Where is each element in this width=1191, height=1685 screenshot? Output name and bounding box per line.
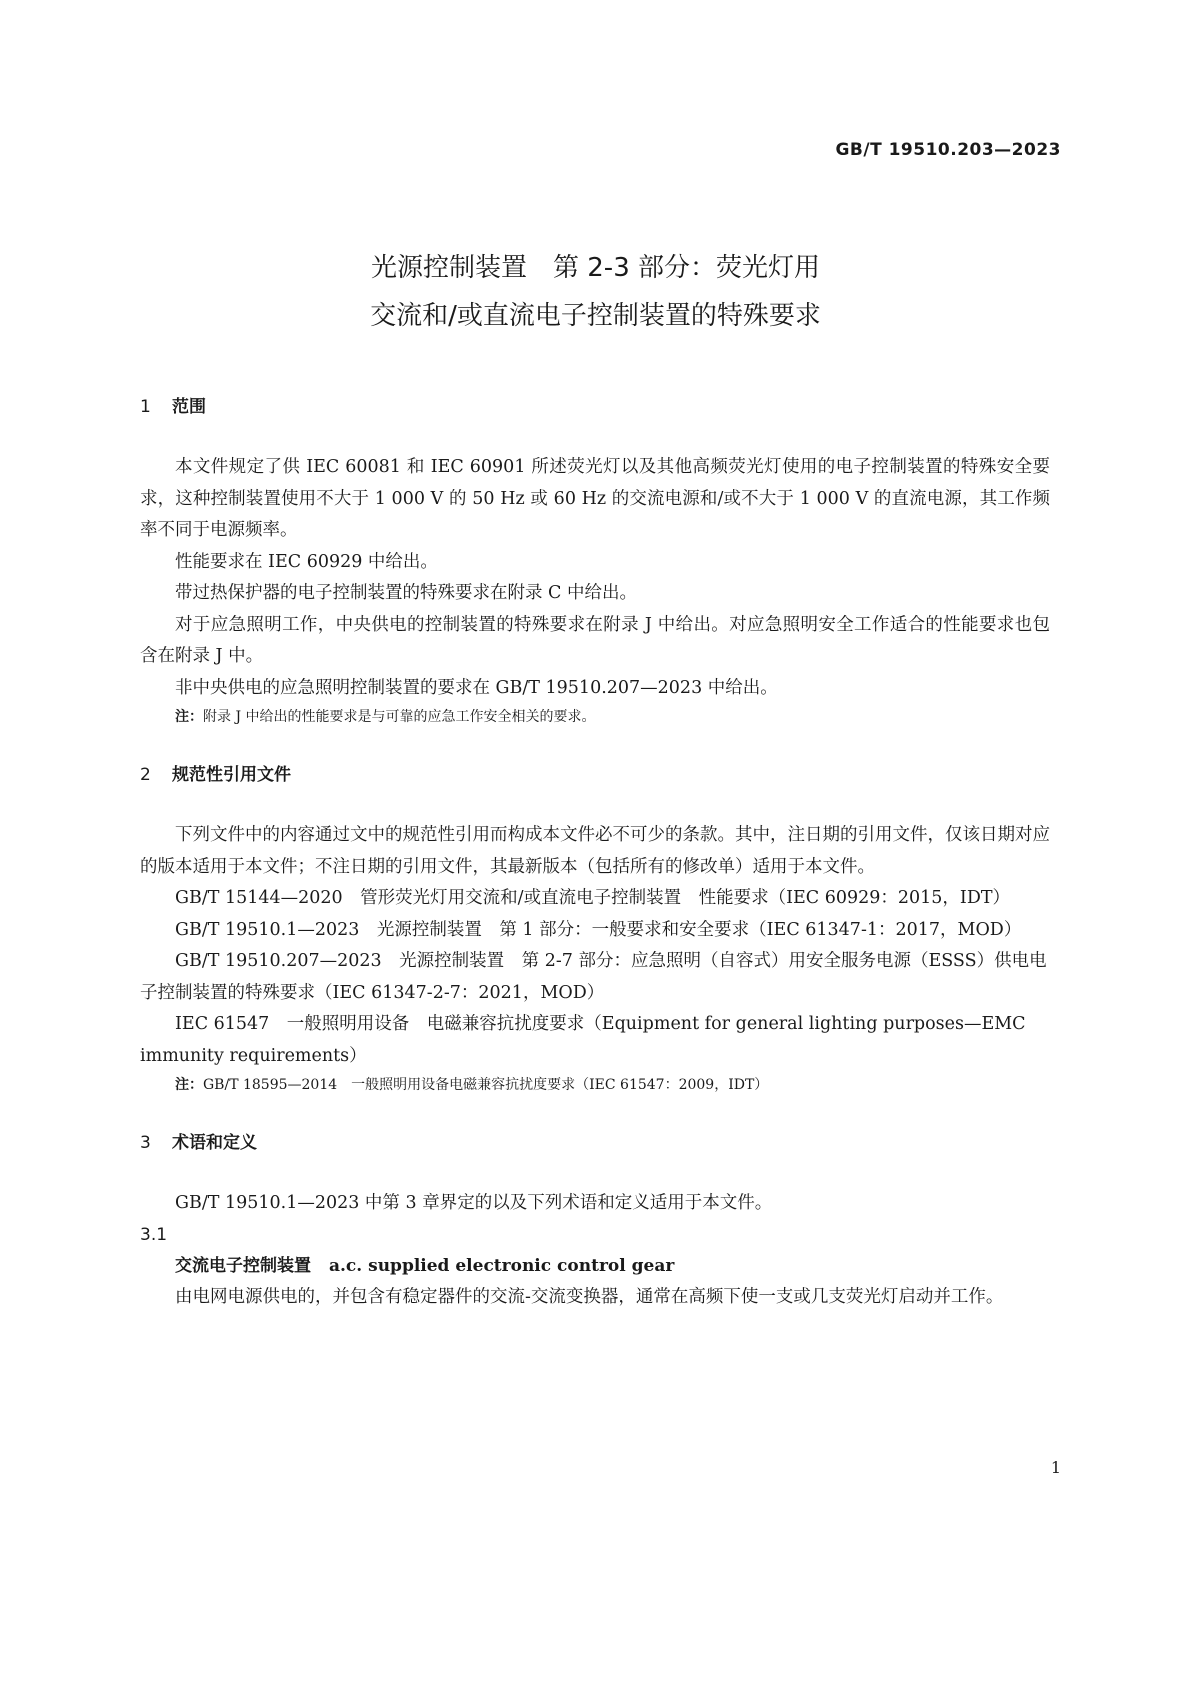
- title-line-1: 光源控制装置 第 2-3 部分：荧光灯用: [371, 253, 820, 283]
- paragraph: GB/T 19510.1—2023 中第 3 章界定的以及下列术语和定义适用于本文件。: [175, 1193, 773, 1213]
- title-line-2: 交流和/或直流电子控制装置的特殊要求: [370, 301, 821, 331]
- section-number: 3: [140, 1133, 151, 1153]
- section-1-heading: [140, 392, 1050, 422]
- reference-entry: GB/T 19510.1—2023 光源控制装置 第 1 部分：一般要求和安全要求（IEC 61347-1：2017，MOD）: [175, 919, 1022, 940]
- note: [140, 704, 1050, 730]
- paragraph: 对于应急照明工作，中央供电的控制装置的特殊要求在附录 J 中给出。对应急照明安全工作适合的性能要求也包含在附录 J 中。: [140, 614, 1050, 666]
- reference-entry: IEC 61547 一般照明用设备 电磁兼容抗扰度要求（Equipment for general lighting purposes—EMC immunity requirements）: [140, 1014, 1026, 1066]
- paragraph: 下列文件中的内容通过文中的规范性引用而构成本文件必不可少的条款。其中，注日期的引用文件，仅该日期对应的版本适用于本文件；不注日期的引用文件，其最新版本（包括所有的修改单）适用于本文件。: [140, 825, 1050, 877]
- note-label: 注：: [175, 1077, 203, 1093]
- note-text: 附录 J 中给出的性能要求是与可靠的应急工作安全相关的要求。: [203, 709, 596, 725]
- term-number: 3.1: [140, 1224, 168, 1245]
- section-number: 2: [140, 765, 151, 785]
- section-title: 规范性引用文件: [172, 765, 291, 785]
- note-label: 注：: [175, 709, 203, 725]
- paragraph: 非中央供电的应急照明控制装置的要求在 GB/T 19510.207—2023 中给出。: [175, 677, 778, 698]
- term-name: [140, 1251, 1050, 1282]
- section-title: 范围: [172, 397, 206, 417]
- reference-entry: GB/T 19510.207—2023 光源控制装置 第 2-7 部分：应急照明（自容式）用安全服务电源（ESSS）供电电子控制装置的特殊要求（IEC 61347-2-7：2021，MOD）: [140, 951, 1047, 1003]
- document-title: [0, 244, 1191, 340]
- section-2-heading: [140, 760, 1050, 790]
- page-number: 1: [1050, 1458, 1061, 1477]
- paragraph: 带过热保护器的电子控制装置的特殊要求在附录 C 中给出。: [175, 583, 638, 603]
- standard-code: GB/T 19510.203—2023: [835, 140, 1061, 160]
- paragraph: 本文件规定了供 IEC 60081 和 IEC 60901 所述荧光灯以及其他高频荧光灯使用的电子控制装置的特殊安全要求，这种控制装置使用不大于 1 000 V 的 50 Hz 或 60 Hz 的交流电源和/或不大于 1 000 V 的直流电源，其工作频率不同于电源频率。: [140, 457, 1050, 540]
- term-name-en: a.c. supplied electronic control gear: [329, 1255, 675, 1276]
- note-text: GB/T 18595—2014 一般照明用设备电磁兼容抗扰度要求（IEC 61547：2009，IDT）: [203, 1077, 769, 1093]
- section-title: 术语和定义: [172, 1133, 257, 1153]
- term-definition: 由电网电源供电的，并包含有稳定器件的交流-交流变换器，通常在高频下使一支或几支荧光灯启动并工作。: [175, 1286, 1004, 1307]
- section-number: 1: [140, 397, 151, 417]
- document-body: [140, 392, 1050, 1313]
- section-3-heading: [140, 1128, 1050, 1158]
- note: [140, 1072, 1050, 1098]
- reference-entry: GB/T 15144—2020 管形荧光灯用交流和/或直流电子控制装置 性能要求（IEC 60929：2015，IDT）: [175, 888, 1011, 908]
- term-name-cn: 交流电子控制装置: [175, 1255, 311, 1276]
- paragraph: 性能要求在 IEC 60929 中给出。: [175, 551, 438, 572]
